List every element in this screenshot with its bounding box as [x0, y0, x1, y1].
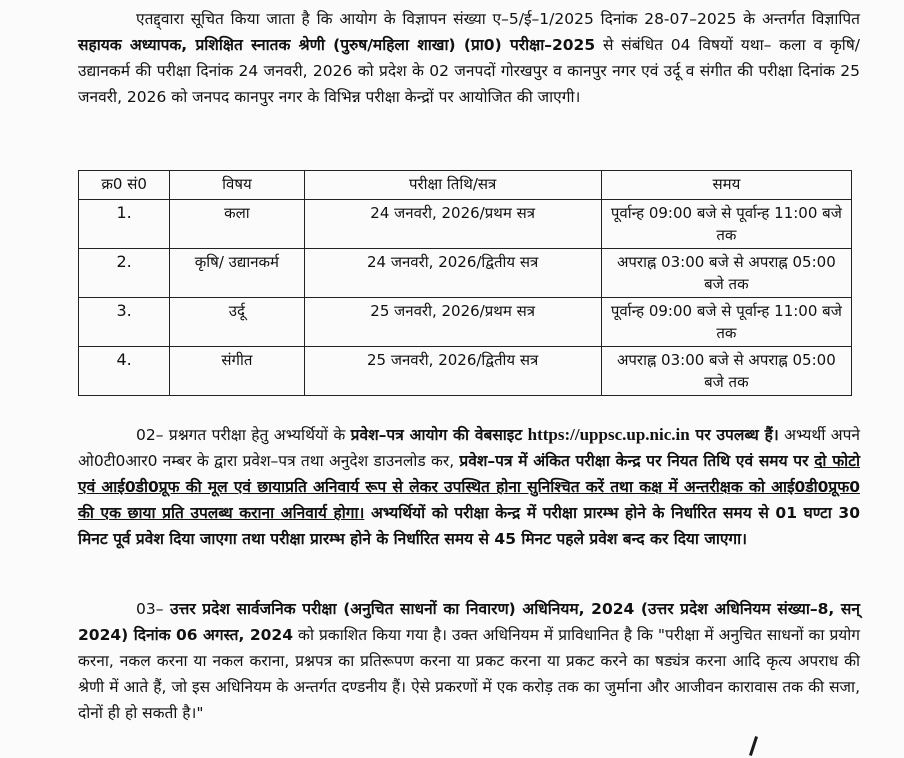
table-row — [79, 200, 852, 249]
id-proof-instruction: दो फोटो एवं आई0डी0प्रूफ की मूल एवं छायाप्रति अनिवार्य रूप से लेकर उपस्थित होना सुनिश्चित करें तथा कक्ष में अन्तरीक्षक को आई0डी0प्रूफ0 की एक छाया प्रति उपलब्ध कराना अनिवार्य होगा। — [78, 452, 860, 522]
intro-text-2: से संबंधित 04 विषयों यथा– कला व कृषि/उद्यानकर्म की परीक्षा दिनांक 24 जनवरी, 2026 को प्रदेश के 02 जनपदों गोरखपुर व कानपुर नगर एवं उर्दू व संगीत की परीक्षा दिनांक 25 जनवरी, 2026 को जनपद कानपुर नगर के विभिन्न परीक्षा केन्द्रों पर आयोजित की जाएगी। — [78, 36, 860, 106]
cell-date-session: 25 जनवरी, 2026/द्वितीय सत्र — [304, 347, 601, 396]
admit-card-availability: प्रवेश–पत्र आयोग की वेबसाइट — [350, 426, 523, 444]
para2-text-2: अभ्यर्थी अपने ओ0टी0आर0 नम्बर के द्वारा प्रवेश–पत्र तथा अनुदेश डाउनलोड कर, — [78, 426, 860, 470]
cell-time: पूर्वान्ह 09:00 बजे से पूर्वान्ह 11:00 बजे तक — [601, 298, 851, 347]
cell-time: अपराह्न 03:00 बजे से अपराह्न 05:00 बजे तक — [601, 347, 851, 396]
intro-text-1: एतद्द्वारा सूचित किया जाता है कि आयोग के विज्ञापन संख्या ए–5/ई–1/2025 दिनांक 28-07–2025 के अन्तर्गत विज्ञापित — [136, 10, 860, 28]
table-header-row — [79, 171, 852, 200]
header-serial: क्र0 सं0 — [79, 171, 170, 200]
header-subject: विषय — [170, 171, 304, 200]
cell-subject: कृषि/ उद्यानकर्म — [170, 249, 304, 298]
cell-time: अपराह्न 03:00 बजे से अपराह्न 05:00 बजे तक — [601, 249, 851, 298]
table-row — [79, 347, 852, 396]
cell-date-session: 24 जनवरी, 2026/द्वितीय सत्र — [304, 249, 601, 298]
act-name: उत्तर प्रदेश सार्वजनिक परीक्षा (अनुचित साधनों का निवारण) अधिनियम, 2024 (उत्तर प्रदेश अधिनियम संख्या–8, सन् 2024) दिनांक 06 अगस्त, 2024 — [78, 600, 860, 644]
header-date-session: परीक्षा तिथि/सत्र — [304, 171, 601, 200]
cell-date-session: 25 जनवरी, 2026/प्रथम सत्र — [304, 298, 601, 347]
cell-serial: 4. — [79, 347, 170, 396]
intro-paragraph — [78, 6, 860, 110]
cell-subject: कला — [170, 200, 304, 249]
para2-number: 02– — [136, 426, 164, 444]
admit-card-paragraph — [78, 422, 860, 552]
para2-text-1: प्रश्नगत परीक्षा हेतु अभ्यर्थियों के — [168, 426, 351, 444]
table-row — [79, 298, 852, 347]
act-paragraph — [78, 596, 860, 726]
cell-time: पूर्वान्ह 09:00 बजे से पूर्वान्ह 11:00 बजे तक — [601, 200, 851, 249]
exam-centre-instruction: प्रवेश–पत्र में अंकित परीक्षा केन्द्र पर नियत तिथि एवं समय पर — [459, 452, 815, 470]
para3-number: 03– — [136, 600, 164, 618]
cell-date-session: 24 जनवरी, 2026/प्रथम सत्र — [304, 200, 601, 249]
exam-schedule-table — [78, 170, 852, 396]
cell-subject: उर्दू — [170, 298, 304, 347]
cell-serial: 2. — [79, 249, 170, 298]
cell-subject: संगीत — [170, 347, 304, 396]
header-time: समय — [601, 171, 851, 200]
cell-serial: 1. — [79, 200, 170, 249]
para3-text: को प्रकाशित किया गया है। उक्त अधिनियम में प्राविधानित है कि "परीक्षा में अनुचित साधनों का प्रयोग करना, नकल करना या नकल कराना, प्रश्नपत्र का प्रतिरूपण करना या प्रकट करना या प्रकट करने का षड्यंत्र करना आदि कृत्य अपराध की श्रेणी में आते हैं, जो इस अधिनियम के अन्तर्गत दण्डनीय हैं। ऐसे प्रकरणों में एक करोड़ तक का जुर्माना और आजीवन कारावास तक की सजा, दोनों ही हो सकती है।" — [78, 626, 860, 722]
availability-text: पर उपलब्ध हैं। — [689, 426, 779, 444]
pen-mark — [749, 736, 758, 756]
exam-name: सहायक अध्यापक, प्रशिक्षित स्नातक श्रेणी (पुरुष/महिला शाखा) (प्रा0) परीक्षा–2025 — [78, 36, 596, 54]
table-row — [79, 249, 852, 298]
cell-serial: 3. — [79, 298, 170, 347]
website-link[interactable]: https://uppsc.up.nic.in — [527, 425, 690, 444]
entry-timing-instruction: अभ्यर्थियों को परीक्षा केन्द्र में परीक्षा प्रारम्भ होने के निर्धारित समय से 01 घण्टा 30 मिनट पूर्व प्रवेश दिया जाएगा तथा परीक्षा प्रारम्भ होने के निर्धारित समय से 45 मिनट पहले प्रवेश बन्द कर दिया जाएगा। — [78, 504, 860, 548]
